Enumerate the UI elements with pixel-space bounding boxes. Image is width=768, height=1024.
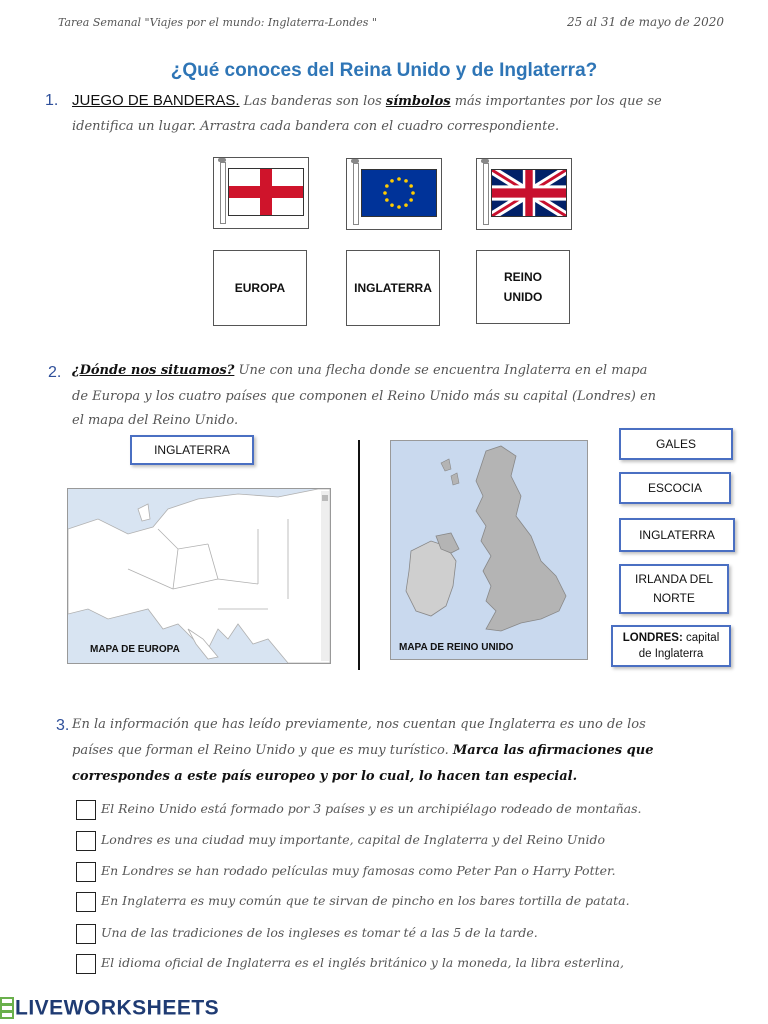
eu-star-icon <box>385 198 389 202</box>
q2-line2: de Europa y los cuatro países que componen el Reino Unido más su capital (Londres) en <box>72 389 657 404</box>
page-title: ¿Qué conoces del Reina Unido y de Inglaterra? <box>170 60 598 81</box>
eu-star-icon <box>411 191 415 195</box>
q2-text: ¿Dónde nos situamos? Une con una flecha donde se encuentra Inglaterra en el mapa <box>72 363 648 378</box>
q1-emph: símbolos <box>385 94 451 109</box>
eu-star-icon <box>404 179 408 183</box>
eu-star-icon <box>404 203 408 207</box>
eu-star-icon <box>409 198 413 202</box>
eu-star-icon <box>385 184 389 188</box>
uk-map <box>390 440 588 660</box>
box-inglaterra[interactable]: INGLATERRA <box>619 518 735 552</box>
option-text: El Reino Unido está formado por 3 países y es un archipiélago rodeado de montañas. <box>101 801 642 816</box>
eu-star-icon <box>397 177 401 181</box>
option-checkbox[interactable] <box>76 924 96 944</box>
option-checkbox[interactable] <box>76 862 96 882</box>
option-checkbox[interactable] <box>76 954 96 974</box>
vertical-divider <box>358 440 360 670</box>
flag-card-uk[interactable] <box>476 158 572 230</box>
eu-star-icon <box>409 184 413 188</box>
flag-pole-icon <box>483 163 489 225</box>
footer-brand: LIVEWORKSHEETS <box>0 996 219 1020</box>
q1-lead: JUEGO DE BANDERAS. <box>72 92 240 109</box>
option-text: Una de las tradiciones de los ingleses es tomar té a las 5 de la tarde. <box>101 925 538 940</box>
option-checkbox[interactable] <box>76 831 96 851</box>
name-card-europa[interactable]: EUROPA <box>213 250 307 326</box>
eu-star-icon <box>397 205 401 209</box>
option-text: El idioma oficial de Inglaterra es el inglés británico y la moneda, la libra esterlina, <box>101 955 624 970</box>
flag-pole-icon <box>220 162 226 224</box>
map-uk-label: MAPA DE REINO UNIDO <box>399 642 514 653</box>
england-flag-icon <box>228 168 304 216</box>
option-text: Londres es una ciudad muy importante, capital de Inglaterra y del Reino Unido <box>101 832 605 847</box>
header-title: Tarea Semanal "Viajes por el mundo: Inglaterra-Londes " <box>58 16 377 29</box>
box-gales[interactable]: GALES <box>619 428 733 460</box>
flag-card-eu[interactable] <box>346 158 442 230</box>
eu-flag-icon <box>361 169 437 217</box>
flag-pole-icon <box>353 163 359 225</box>
eu-star-icon <box>383 191 387 195</box>
q3-line3: correspondes a este país europeo y por lo cual, lo hacen tan especial. <box>72 769 578 784</box>
option-checkbox[interactable] <box>76 892 96 912</box>
q3-line2: países que forman el Reino Unido y que es muy turístico. Marca las afirmaciones que <box>72 743 654 758</box>
box-escocia[interactable]: ESCOCIA <box>619 472 731 504</box>
eu-star-icon <box>390 179 394 183</box>
q1-line2: identifica un lugar. Arrastra cada bandera con el cuadro correspondiente. <box>72 119 560 134</box>
map-europe-label: MAPA DE EUROPA <box>90 644 180 655</box>
liveworksheets-logo-icon <box>0 997 14 1019</box>
europe-map-image <box>68 489 330 663</box>
q1-number: 1. <box>45 92 59 109</box>
q1-text: JUEGO DE BANDERAS. Las banderas son los símbolos más importantes por los que se <box>72 92 662 109</box>
option-text: En Inglaterra es muy común que te sirvan de pincho en los bares tortilla de patata. <box>101 893 630 908</box>
header-date: 25 al 31 de mayo de 2020 <box>567 15 725 29</box>
uk-flag-icon <box>491 169 567 217</box>
eu-star-icon <box>390 203 394 207</box>
left-box-inglaterra[interactable]: INGLATERRA <box>130 435 254 465</box>
option-text: En Londres se han rodado películas muy famosas como Peter Pan o Harry Potter. <box>101 863 616 878</box>
q3-number: 3. <box>56 717 70 734</box>
name-card-reino-unido[interactable]: REINO UNIDO <box>476 250 570 324</box>
box-irlanda-del-norte[interactable]: IRLANDA DEL NORTE <box>619 564 729 614</box>
europe-map <box>67 488 331 664</box>
name-card-inglaterra[interactable]: INGLATERRA <box>346 250 440 326</box>
uk-map-image <box>391 441 587 659</box>
q2-lead: ¿Dónde nos situamos? <box>72 363 235 378</box>
flag-card-england[interactable] <box>213 157 309 229</box>
option-checkbox[interactable] <box>76 800 96 820</box>
box-londres[interactable]: LONDRES: capital de Inglaterra <box>611 625 731 667</box>
q2-line3: el mapa del Reino Unido. <box>72 413 239 428</box>
q2-number: 2. <box>48 364 62 381</box>
q3-line1: En la información que has leído previamente, nos cuentan que Inglaterra es uno de los <box>72 717 646 732</box>
